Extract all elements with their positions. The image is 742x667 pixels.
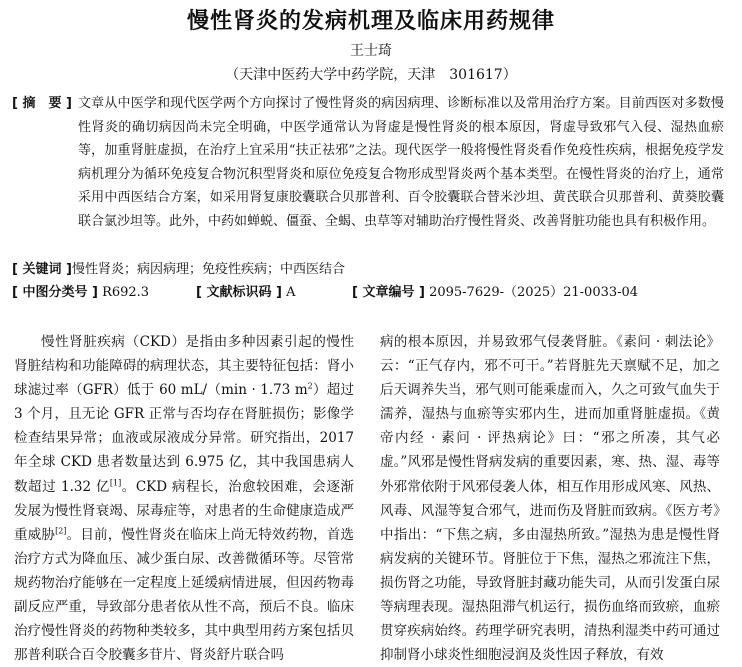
keywords-label: [ 关键词 ] [12,262,72,277]
body-left-p3: 。CKD 病程长，治愈较困难，会逐渐发展为慢性肾衰竭、尿毒症等，对患者的生命健康造成严重威胁 [14,478,354,543]
article-no-row [352,282,638,304]
keywords-text: 慢性肾炎；病因病理；免疫性疾病；中西医结合 [71,262,345,277]
body-left-column [14,330,354,667]
body-left-p2: ）超过 3 个月，且无论 GFR 正常与否均存在肾脏损伤；影像学检查结果异常；血液或尿液成分异常。研究指出，2017 年全球 CKD 患者数量达到 6.975 亿，其中我国患病人数超过 1.32 亿 [14,382,355,495]
author: 王士琦 [350,43,392,59]
abstract-label: [ 摘 要 ] [12,96,72,111]
citation-ref-1[interactable]: [1] [109,478,122,488]
keywords-row [12,259,724,281]
doc-code-row [196,282,295,304]
abstract-block [12,92,724,234]
paper-title: 慢性肾炎的发病机理及临床用药规律 [186,9,555,34]
doc-code-label: [ 文献标识码 ] [196,285,282,300]
clc-value: R692.3 [102,285,150,300]
citation-ref-2[interactable]: [2] [55,526,67,536]
doc-code-value: A [286,285,296,300]
affiliation: （天津中医药大学中药学院，天津 301617） [225,67,517,83]
unit-superscript: 2 [307,381,313,391]
article-no-label: [ 文章编号 ] [352,285,425,300]
clc-label: [ 中图分类号 ] [12,285,98,300]
article-no-value: 2095-7629-（2025）21-0033-04 [429,285,639,300]
body-right-column: 病的根本原因，并易致邪气侵袭肾脏。《素问 · 刺法论》云：“正气存内，邪不可干。”若肾脏先天禀赋不足，加之后天调养失当，邪气则可能乘虚而入，久之可致气血失于濡养，湿热与血瘀等实邪内生，进而加重肾脏虚损。《黄帝内经 · 素问 · 评热病论》曰：“邪之所凑，其气必虚。”风邪是慢性肾病发病的重要因素，寒、热、湿、毒等外邪常依附于风邪侵袭人体，相互作用形成风寒、风热、风毒、风湿等复合邪气，进而伤及肾脏而致病。《医方考》中指出：“下焦之病，多由湿热所致。”湿热为患是慢性肾病发病的关键环节。肾脏位于下焦，湿热之邪流注下焦，损伤肾之功能，导致肾脏封藏功能失司，从而引发蛋白尿等病理表现。湿热阻滞气机运行，损伤血络而致瘀，血瘀贯穿疾病始终。药理学研究表明，清热利湿类中药可通过抑制肾小球炎性细胞浸润及炎性因子释放，有效 [380,334,720,664]
clc-row [12,282,149,304]
abstract-text: 文章从中医学和现代医学两个方向探讨了慢性肾炎的病因病理、诊断标准以及常用治疗方案。目前西医对多数慢性肾炎的确切病因尚未完全明确，中医学通常认为肾虚是慢性肾炎的根本原因，肾虚导致邪气入侵、湿热血瘀等，加重肾脏虚损，在治疗上宜采用“扶正祛邪”之法。现代医学一般将慢性肾炎看作免疫性疾病，根据免疫学发病机理分为循环免疫复合物沉积型肾炎和原位免疫复合物形成型肾炎两个基本类型。在慢性肾炎的治疗上，通常采用中西医结合方案，如采用肾复康胶囊联合贝那普利、百令胶囊联合替米沙坦、黄芪联合贝那普利、黄葵胶囊联合氯沙坦等。此外，中药如蝉蜕、僵蚕、全蝎、虫草等对辅助治疗慢性肾炎、改善肾脏功能也具有积极作用。 [78,96,724,229]
body-left-p4: 。目前，慢性肾炎在临床上尚无特效药物，首选治疗方式为降血压、减少蛋白尿、改善微循环等。尽管常规药物治疗能够在一定程度上延缓病情进展，但因药物毒副反应严重，导致部分患者依从性不高，预后不良。临床治疗慢性肾炎的药物种类较多，其中典型用药方案包括贝那普利联合百令胶囊多苷片、肾炎舒片联合吗 [14,526,355,664]
body-left-p1: 慢性肾脏疾病（CKD）是指由多种因素引起的慢性肾脏结构和功能障碍的病理状态，其主要特征包括：肾小球滤过率（GFR）低于 60 mL/（min · 1.73 m [14,334,354,399]
